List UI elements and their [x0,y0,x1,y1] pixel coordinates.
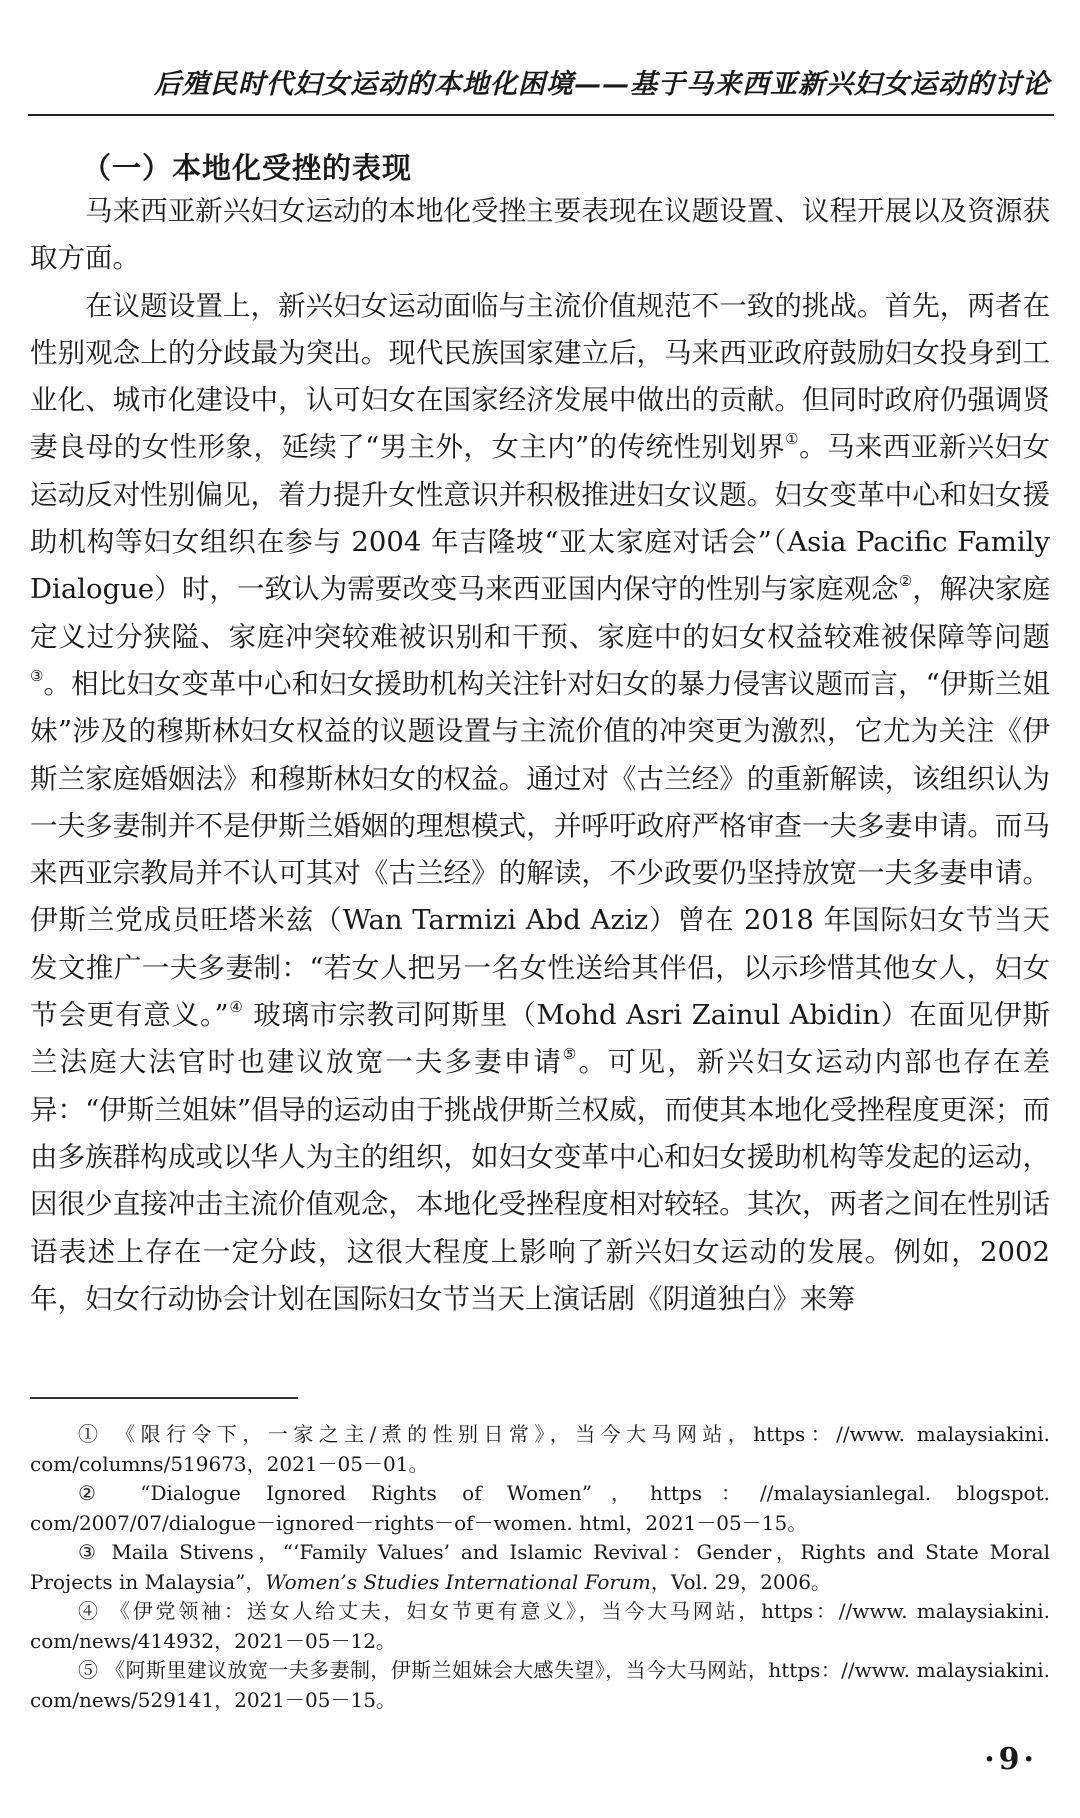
body-text [30,188,1050,1323]
footnote-rule [30,1397,298,1399]
footnote-4: ④ 《伊党领袖：送女人给丈夫，妇女节更有意义》，当今大马网站，https：//www. malaysiakini. com/news/414932，2021－05－12。 [30,1599,1050,1653]
paragraph-2-text-b: 。马来西亚新兴妇女运动反对性别偏见，着力提升女性意识并积极推进妇女议题。妇女变革中心和妇女援助机构等妇女组织在参与 2004 年吉隆坡“亚太家庭对话会”（Asia Pacific Family Dialogue）时，一致认为需要改变马来西亚国内保守的性别与家庭观念 [30,431,1051,606]
paragraph-2-text-c: ，解决家庭定义过分狭隘、家庭冲突较难被识别和干预、家庭中的妇女权益较难被保障等问题 [30,573,1051,653]
footnote-ref-4[interactable]: ④ [228,998,244,1017]
footnote-ref-2[interactable]: ② [898,572,913,591]
footnotes [30,1420,1050,1715]
running-header: 后殖民时代妇女运动的本地化困境——基于马来西亚新兴妇女运动的讨论 [154,69,1050,100]
footnote-3-text-b: ，Vol. 29，2006。 [650,1569,831,1594]
footnote-ref-1[interactable]: ① [785,430,800,449]
paragraph-1: 马来西亚新兴妇女运动的本地化受挫主要表现在议题设置、议程开展以及资源获取方面。 [30,195,1050,275]
footnote-ref-5[interactable]: ⑤ [562,1045,579,1064]
footnote-5: ⑤ 《阿斯里建议放宽一夫多妻制，伊斯兰姐妹会大感失望》，当今大马网站，https：//www. malaysiakini. com/news/529141，2021－05－15。 [30,1658,1050,1712]
footnote-3-text-a: ③ Maila Stivens，“‘Family Values’ and Islamic Revival：Gender，Rights and State Moral Projects in Malaysia”， [30,1540,1050,1594]
section-heading: （一）本地化受挫的表现 [82,151,413,185]
paragraph-2 [30,283,1050,1324]
footnote-ref-3[interactable]: ③ [30,666,44,685]
footnote-1: ① 《限行令下，一家之主/煮的性别日常》，当今大马网站，https：//www. malaysiakini. com/columns/519673，2021－05－01。 [30,1422,1050,1476]
footnote-2: ② “Dialogue Ignored Rights of Women”，https：//malaysianlegal. blogspot. com/2007/07/dialogue－ignored－rights－of－women. html，2021－05－15。 [30,1481,1050,1535]
paragraph-2-text-e: 玻璃市宗教司阿斯里（Mohd Asri Zainul Abidin）在面见伊斯兰法庭大法官时也建议放宽一夫多妻申请 [30,999,1051,1079]
footnote-3 [30,1538,1050,1597]
footnote-3-journal: Women’s Studies International Forum [265,1569,651,1594]
page-number: ·9· [984,1742,1038,1777]
header-rule [28,114,1054,116]
paragraph-2-text-a: 在议题设置上，新兴妇女运动面临与主流价值规范不一致的挑战。首先，两者在性别观念上的分歧最为突出。现代民族国家建立后，马来西亚政府鼓励妇女投身到工业化、城市化建设中，认可妇女在国家经济发展中做出的贡献。但同时政府仍强调贤妻良母的女性形象，延续了“男主外，女主内”的传统性别划界 [30,289,1050,464]
paragraph-2-text-f: 。可见，新兴妇女运动内部也存在差异：“伊斯兰姐妹”倡导的运动由于挑战伊斯兰权威，而使其本地化受挫程度更深；而由多族群构成或以华人为主的组织，如妇女变革中心和妇女援助机构等发起的运动，因很少直接冲击主流价值观念，本地化受挫程度相对较轻。其次，两者之间在性别话语表述上存在一定分歧，这很大程度上影响了新兴妇女运动的发展。例如，2002 年，妇女行动协会计划在国际妇女节当天上演话剧《阴道独白》来筹 [30,1046,1051,1315]
paragraph-2-text-d: 。相比妇女变革中心和妇女援助机构关注针对妇女的暴力侵害议题而言，“伊斯兰姐妹”涉及的穆斯林妇女权益的议题设置与主流价值的冲突更为激烈，它尤为关注《伊斯兰家庭婚姻法》和穆斯林妇女的权益。通过对《古兰经》的重新解读，该组织认为一夫多妻制并不是伊斯兰婚姻的理想模式，并呼吁政府严格审查一夫多妻申请。而马来西亚宗教局并不认可其对《古兰经》的解读，不少政要仍坚持放宽一夫多妻申请。伊斯兰党成员旺塔米兹（Wan Tarmizi Abd Aziz）曾在 2018 年国际妇女节当天发文推广一夫多妻制：“若女人把另一名女性送给其伴侣，以示珍惜其他女人，妇女节会更有意义。” [30,667,1050,1032]
